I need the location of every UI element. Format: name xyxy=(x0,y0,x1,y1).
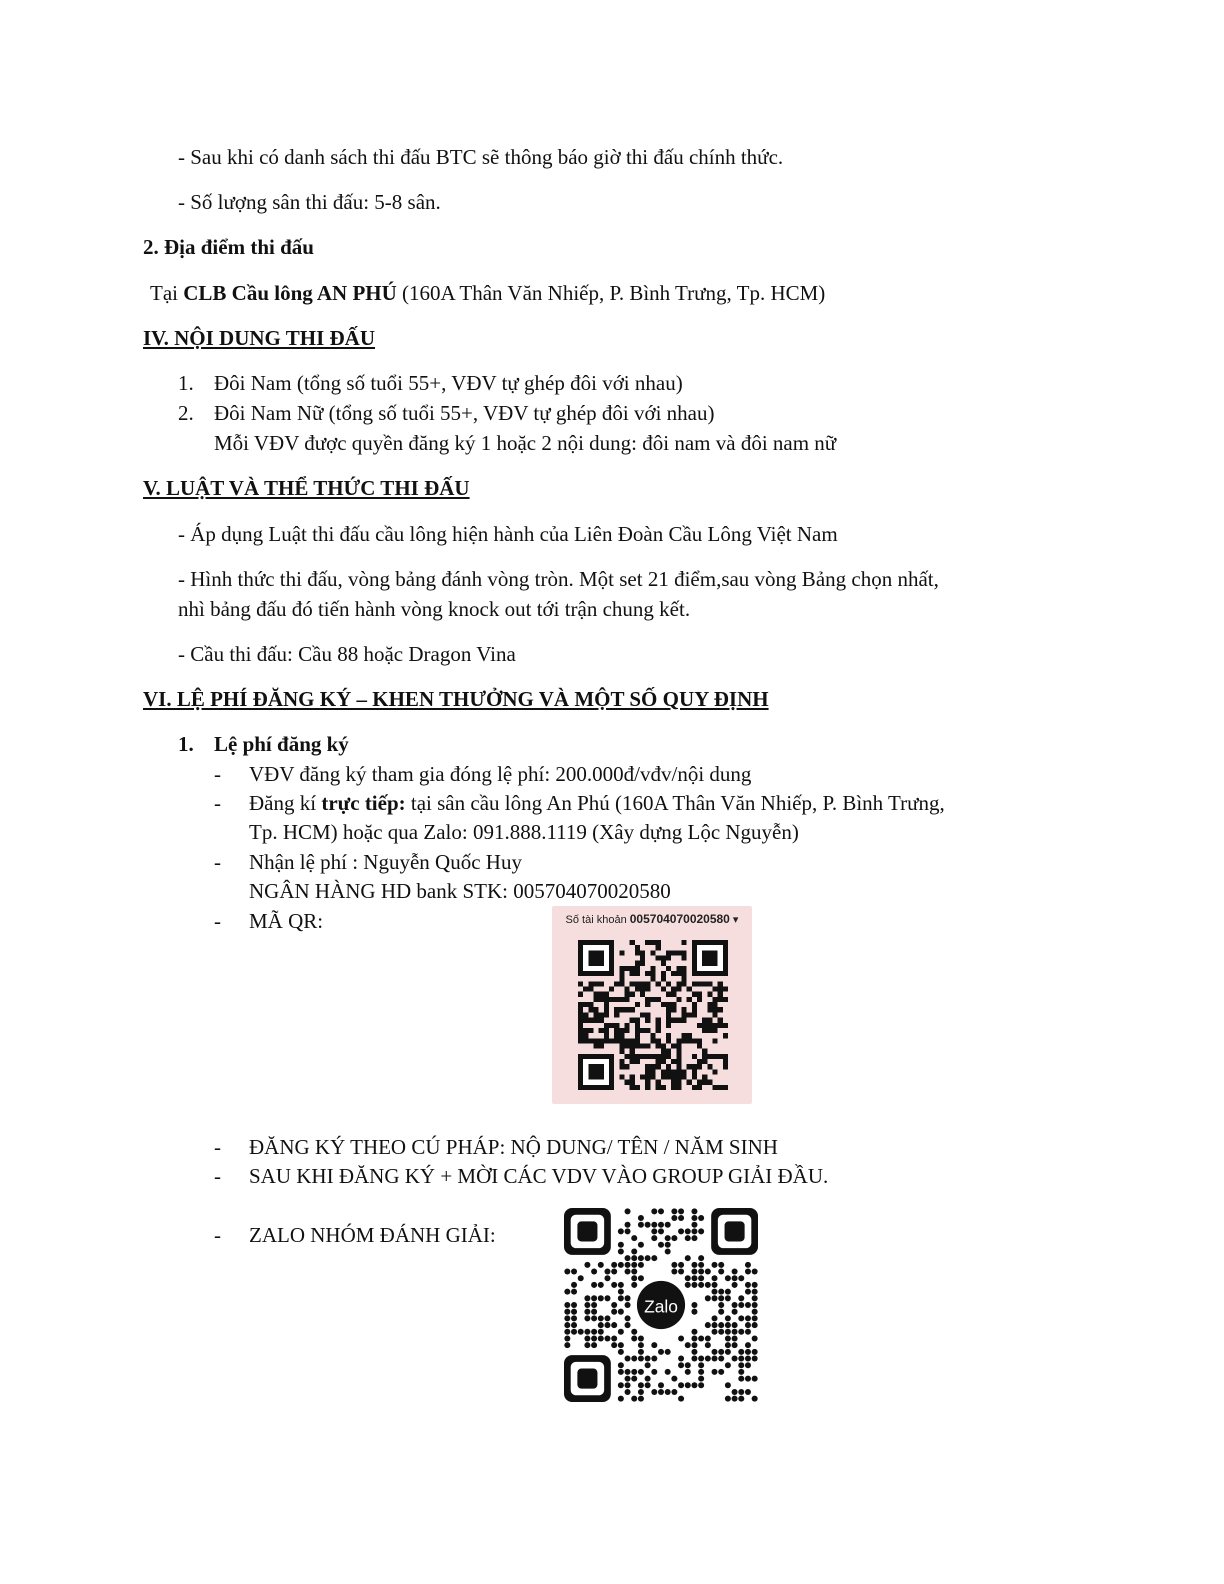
account-label: Số tài khoản xyxy=(565,914,627,926)
bank-account: NGÂN HÀNG HD bank STK: 005704070020580 xyxy=(249,879,671,903)
item-2-text: Đôi Nam Nữ (tổng số tuổi 55+, VĐV tự ghép đôi với nhau) xyxy=(214,401,715,425)
venue-name: CLB Cầu lông AN PHÚ xyxy=(183,281,397,305)
bullet-dash: - xyxy=(214,1223,221,1247)
qr-label: MÃ QR: xyxy=(249,909,324,933)
court-count-note: - Số lượng sân thi đấu: 5-8 sân. xyxy=(178,190,441,214)
zalo-group-label: ZALO NHÓM ĐÁNH GIẢI: xyxy=(249,1223,496,1247)
venue-heading: 2. Địa điểm thi đấu xyxy=(143,235,314,259)
fee-receiver: Nhận lệ phí : Nguyễn Quốc Huy xyxy=(249,850,522,874)
bank-qr-code xyxy=(578,940,728,1090)
bank-qr-card xyxy=(552,906,752,1104)
register-prefix: Đăng kí xyxy=(249,791,322,815)
venue-prefix: Tại xyxy=(150,281,184,305)
rule-2-line-2: nhì bảng đấu đó tiến hành vòng knock out tới trận chung kết. xyxy=(178,597,691,621)
group-invite-line: SAU KHI ĐĂNG KÝ + MỜI CÁC VDV VÀO GROUP GIẢI ĐẦU. xyxy=(249,1164,829,1188)
venue-address: (160A Thân Văn Nhiếp, P. Bình Trưng, Tp. HCM) xyxy=(396,281,826,305)
rule-3: - Cầu thi đấu: Cầu 88 hoặc Dragon Vina xyxy=(178,642,516,666)
bullet-dash: - xyxy=(214,762,221,786)
sub-1-title: Lệ phí đăng ký xyxy=(214,732,349,756)
bullet-dash: - xyxy=(214,850,221,874)
item-2-number: 2. xyxy=(178,401,194,425)
account-number: 005704070020580 xyxy=(629,912,730,926)
bullet-dash: - xyxy=(214,909,221,933)
register-place: tại sân cầu lông An Phú (160A Thân Văn Nhiếp, P. Bình Trưng, xyxy=(405,791,945,815)
item-1-number: 1. xyxy=(178,371,194,395)
rule-1: - Áp dụng Luật thi đấu cầu lông hiện hành của Liên Đoàn Cầu Lông Việt Nam xyxy=(178,522,838,546)
bullet-dash: - xyxy=(214,1135,221,1159)
item-1-text: Đôi Nam (tổng số tuổi 55+, VĐV tự ghép đôi với nhau) xyxy=(214,371,683,395)
zalo-logo-text: Zalo xyxy=(644,1296,678,1317)
register-line-1 xyxy=(249,793,945,814)
venue-line xyxy=(150,283,825,304)
rule-2-line-1: - Hình thức thi đấu, vòng bảng đánh vòng tròn. Một set 21 điểm,sau vòng Bảng chọn nhất, xyxy=(178,567,939,591)
section-iv-heading: IV. NỘI DUNG THI ĐẤU xyxy=(143,326,376,350)
account-row xyxy=(552,912,752,926)
fee-line: VĐV đăng ký tham gia đóng lệ phí: 200.000đ/vđv/nội dung xyxy=(249,762,752,786)
sub-1-number: 1. xyxy=(178,732,194,756)
bullet-dash: - xyxy=(214,1164,221,1188)
register-direct: trực tiếp: xyxy=(321,791,406,815)
section-vi-heading: VI. LỆ PHÍ ĐĂNG KÝ – KHEN THƯỞNG VÀ MỘT SỐ QUY ĐỊNH xyxy=(143,687,769,711)
item-2-note: Mỗi VĐV được quyền đăng ký 1 hoặc 2 nội dung: đôi nam và đôi nam nữ xyxy=(214,431,837,455)
caret-down-icon: ▾ xyxy=(732,914,739,926)
schedule-note: - Sau khi có danh sách thi đấu BTC sẽ thông báo giờ thi đấu chính thức. xyxy=(178,145,784,169)
register-line-2: Tp. HCM) hoặc qua Zalo: 091.888.1119 (Xây dựng Lộc Nguyễn) xyxy=(249,820,799,844)
section-v-heading: V. LUẬT VÀ THỂ THỨC THI ĐẤU xyxy=(143,476,470,500)
syntax-line: ĐĂNG KÝ THEO CÚ PHÁP: NỘ DUNG/ TÊN / NĂM SINH xyxy=(249,1135,778,1159)
bullet-dash: - xyxy=(214,791,221,815)
zalo-group-qr-code xyxy=(564,1208,758,1402)
